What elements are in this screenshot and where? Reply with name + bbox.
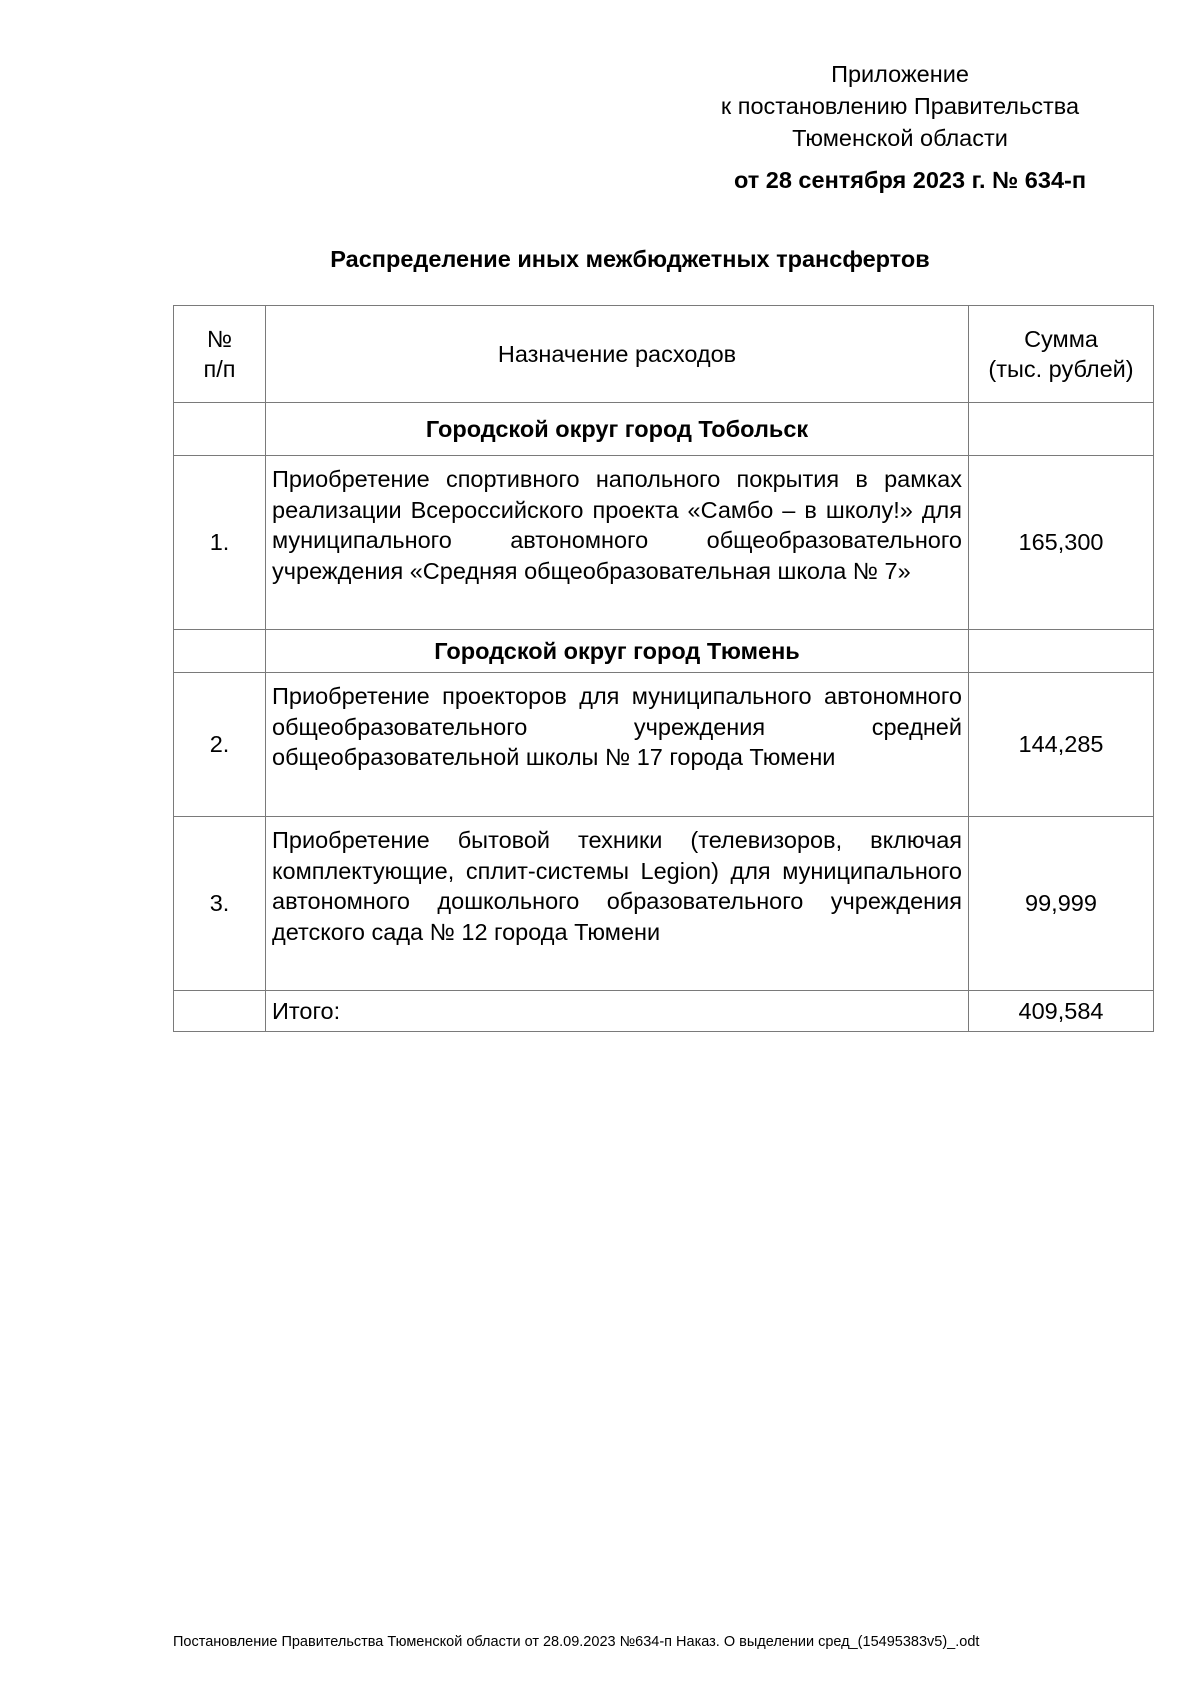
row-amount: 165,300	[969, 456, 1154, 630]
document-title: Распределение иных межбюджетных трансфертов	[330, 246, 930, 272]
table-row	[174, 817, 1154, 991]
group-empty-cell	[174, 630, 266, 673]
appendix-header	[660, 58, 1140, 154]
appendix-label: Приложение	[831, 61, 969, 87]
table-row	[174, 456, 1154, 630]
group-empty-cell	[174, 403, 266, 456]
column-header-number-line1: №	[206, 326, 233, 352]
column-header-sum-line2: (тыс. рублей)	[988, 356, 1134, 382]
decree-date-number: от 28 сентября 2023 г. № 634-п	[733, 167, 1087, 193]
column-header-purpose: Назначение расходов	[266, 306, 969, 403]
column-header-sum-line1: Сумма	[1024, 326, 1098, 352]
column-header-number	[174, 306, 266, 403]
row-number: 1.	[174, 456, 266, 630]
group-title-tobolsk: Городской округ город Тобольск	[266, 403, 969, 456]
total-row	[174, 991, 1154, 1032]
appendix-region: Тюменской области	[792, 125, 1008, 151]
total-empty-cell	[174, 991, 266, 1032]
group-row-tyumen	[174, 630, 1154, 673]
row-number: 3.	[174, 817, 266, 991]
appendix-reference: к постановлению Правительства	[720, 93, 1080, 119]
group-title-tyumen: Городской округ город Тюмень	[266, 630, 969, 673]
column-header-sum	[969, 306, 1154, 403]
total-label: Итого:	[266, 991, 969, 1032]
table-header-row	[174, 306, 1154, 403]
table-row	[174, 673, 1154, 817]
row-purpose: Приобретение спортивного напольного покрытия в рамках реализации Всероссийского проекта «Самбо – в школу!» для муниципального автономного общеобразовательного учреждения «Средняя общеобразовательная школа № 7»	[266, 456, 969, 630]
row-amount: 144,285	[969, 673, 1154, 817]
row-purpose: Приобретение бытовой техники (телевизоров, включая комплектующие, сплит-системы Legion) для муниципального автономного дошкольного образовательного учреждения детского сада № 12 города Тюмени	[266, 817, 969, 991]
document-footer: Постановление Правительства Тюменской области от 28.09.2023 №634-п Наказ. О выделении сред_(15495383v5)_.odt	[173, 1634, 980, 1650]
group-row-tobolsk	[174, 403, 1154, 456]
transfers-table	[173, 305, 1154, 1032]
column-header-number-line2: п/п	[203, 356, 236, 382]
group-empty-cell	[969, 630, 1154, 673]
row-number: 2.	[174, 673, 266, 817]
row-purpose: Приобретение проекторов для муниципального автономного общеобразовательного учреждения средней общеобразовательной школы № 17 города Тюмени	[266, 673, 969, 817]
group-empty-cell	[969, 403, 1154, 456]
row-amount: 99,999	[969, 817, 1154, 991]
total-value: 409,584	[969, 991, 1154, 1032]
